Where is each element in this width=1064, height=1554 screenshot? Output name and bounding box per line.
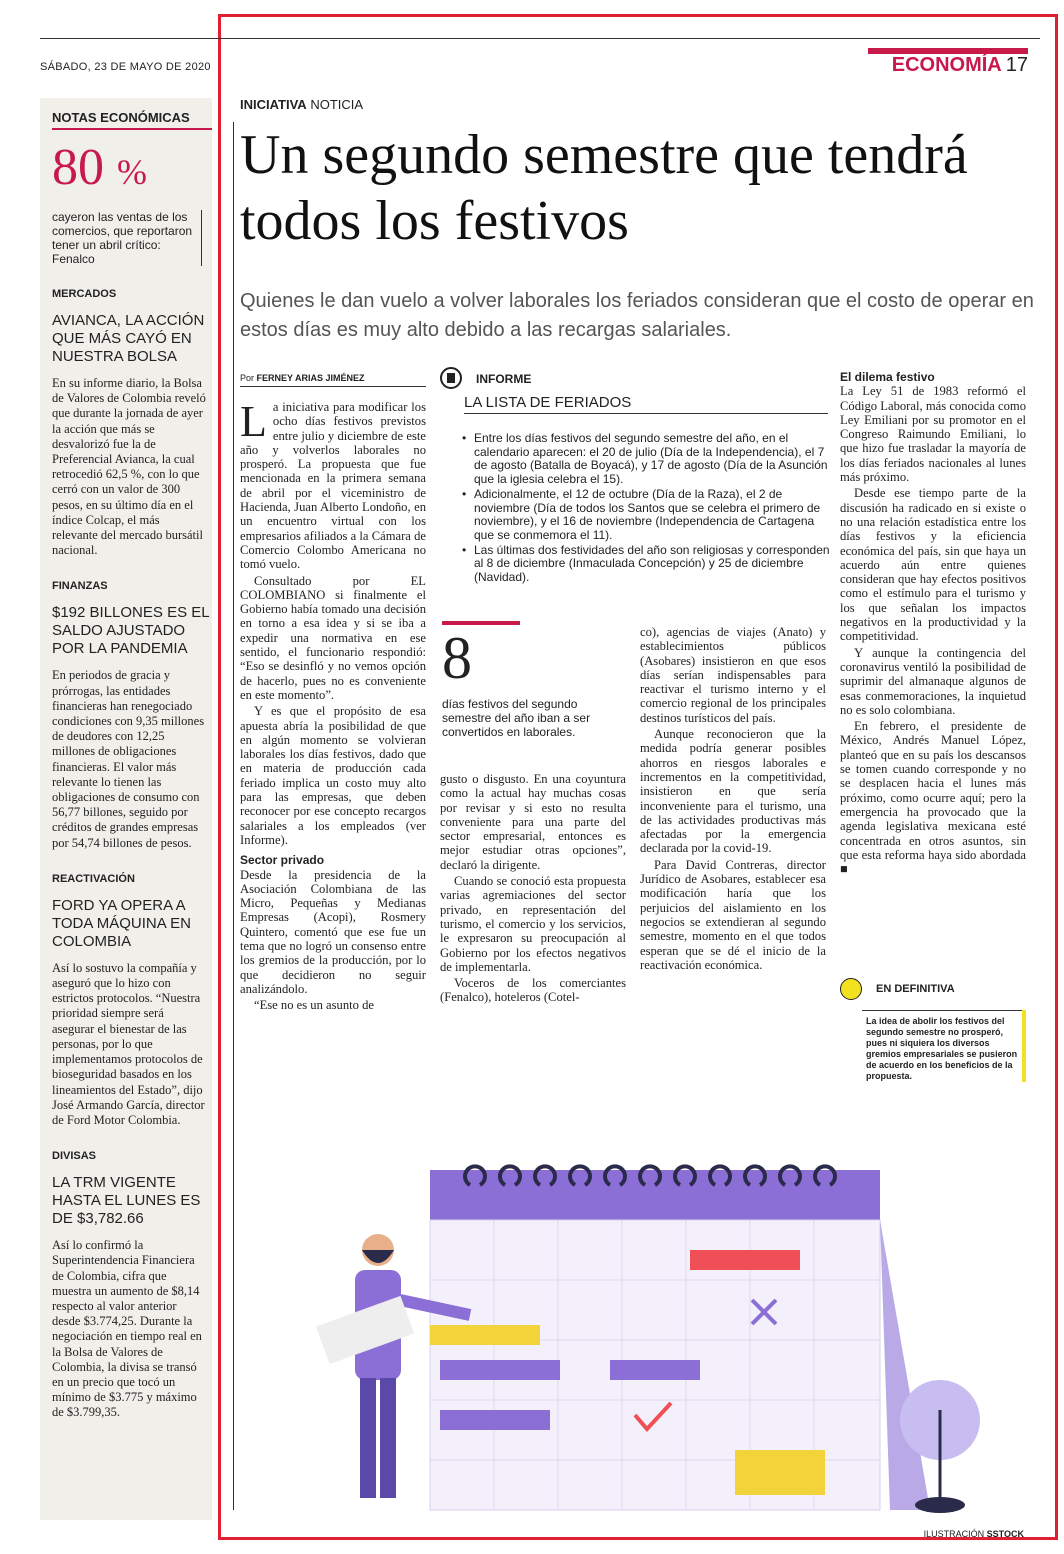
kicker-bold: INICIATIVA [240, 97, 307, 112]
paragraph: gusto o disgusto. En una coyuntura como la actual hay muchas cosas por revisar y si esto no resulta conveniente para una parte del sector empresarial, entonces es mejor estudiar otras opciones”, declaró la dirigente. [440, 772, 626, 872]
document-icon [440, 367, 462, 389]
note-title: AVIANCA, LA ACCIÓN QUE MÁS CAYÓ EN NUESTRA BOLSA [52, 312, 205, 365]
stat-value [52, 138, 212, 202]
page-number: 17 [1005, 54, 1028, 76]
informe-list [462, 432, 830, 586]
note-category: REACTIVACIÓN [52, 872, 135, 885]
highlight-caption: días festivos del segundo semestre del año iban a ser convertidos en laborales. [442, 697, 591, 739]
event-bar [440, 1410, 550, 1430]
kicker [240, 97, 363, 112]
drop-cap: L [240, 397, 267, 446]
stat-note: cayeron las ventas de los comercios, que reportaron tener un abril crítico: Fenalco [52, 210, 202, 266]
kicker-label: NOTICIA [310, 97, 364, 112]
byline-prefix: Por [240, 373, 255, 383]
paragraph: Desde la presidencia de la Asociación Colombiana de las Micro, Pequeñas y Medianas Empresas (Acopi), Rosmery Quintero, comentó que ese fue un tema que no logró un consenso entre los gremios de la producción, por lo que decidieron no seguir analizándolo. [240, 867, 426, 996]
note-title: $192 BILLONES ES EL SALDO AJUSTADO POR LA PANDEMIA [52, 604, 210, 658]
paragraph: co), agencias de viajes (Anato) y establecimientos públicos (Asobares) insistieron en que esos días serían indispensables para reactivar el turismo interno y el comercio regional de los principales destinos turísticos del país. [640, 625, 826, 725]
sidebar-notas [40, 98, 212, 1520]
headline: Un segundo semestre que tendrá todos los festivos [240, 124, 968, 252]
event-bar [430, 1325, 540, 1345]
definitiva-text: La idea de abolir los festivos del segundo semestre no prosperó, pues ni siquiera los diversos gremios empresariales se pusieron de acuerdo en los beneficios de la propuesta. [862, 1010, 1026, 1082]
image-credit [924, 1529, 1024, 1539]
highlight-number: 8 [442, 625, 472, 691]
person-leg [360, 1378, 376, 1498]
basket [735, 1450, 825, 1495]
paragraph: Y aunque la contingencia del coronavirus ventiló la posibilidad de suprimir del almanaque algunos de esas conmemoraciones, la inquietud no es solo colombiana. [840, 645, 1026, 717]
informe-title: LA LISTA DE FERIADOS [464, 394, 828, 414]
event-bar [440, 1360, 560, 1380]
note-category: MERCADOS [52, 288, 117, 300]
article-column-1 [240, 397, 426, 1014]
paragraph: “Ese no es un asunto de [254, 998, 374, 1013]
paragraph: Voceros de los comerciantes (Fenalco), hoteleros (Cotel- [440, 976, 626, 1005]
note-category: DIVISAS [52, 1150, 97, 1163]
person-leg [380, 1378, 396, 1498]
paragraph: Y es que el propósito de esa apuesta abría la posibilidad de que en algún momento se volvieran laborales los días festivos, dado que en materia de producción cada feriado implica un costo muy alto para las empresas, que deben reconocer por ese concepto recargos salariales a los empleados (ver Informe). [240, 704, 426, 847]
event-bar [690, 1250, 800, 1270]
issue-date: SÁBADO, 23 DE MAYO DE 2020 [40, 61, 211, 73]
note-title: FORD YA OPERA A TODA MÁQUINA EN COLOMBIA [52, 896, 191, 950]
note-body: En periodos de gracia y prórrogas, las entidades financieras han renegociado condiciones con 9,35 millones de deudores con 12,25 millones de obligaciones financieras. El valor más relevante lo tienen las obligaciones de consumo con 56,77 billones, seguido por créditos de grandes empresas por 54,74 billones de pesos. [52, 668, 205, 850]
stat-number: 80 [52, 139, 104, 196]
definitiva-icon [840, 978, 862, 1000]
definitiva-label: EN DEFINITIVA [876, 983, 955, 995]
informe-label: INFORME [476, 372, 532, 386]
calendar-illustration [240, 1110, 1030, 1525]
paragraph: En febrero, el presidente de México, Andrés Manuel López, planteó que en su país los descansos se tomen cuando corresponde y no se desplacen hacia el lunes más próximo, como ocurre aquí; pero la emergencia ha provocado que la agenda legislativa mexicana esté concentrada en otros asuntos, sin que esta reforma haya sido abordada ■ [840, 719, 1026, 877]
stat-unit: % [117, 152, 147, 192]
plant-pot [915, 1497, 965, 1513]
note-body: Así lo sostuvo la compañía y aseguró que lo hizo con estrictos protocolos. “Nuestra prioridad siempre será asegurar el bienestar de las personas, por lo que implementamos protocolos de bioseguridad basados en los lineamientos del Estado”, dijo José Armando García, director de Ford Motor Colombia. [52, 960, 205, 1127]
paragraph: Para David Contreras, director Jurídico de Asobares, establecer esa modificación haría que los perjuicios del aislamiento en los negocios se extendieran al segundo semestre, momento en el que todos esperan que se dé el inicio de la reactivación económica. [640, 857, 826, 972]
paragraph: La Ley 51 de 1983 reformó el Código Laboral, más conocida como Ley Emiliani por su promotor en el Congreso Raimundo Emiliani, lo que hizo fue trasladar la mayoría de los días feriados nacionales al lunes más próximo. [840, 384, 1026, 485]
calendar-header [430, 1170, 880, 1220]
section-header [868, 48, 1028, 77]
byline-author: FERNEY ARIAS JIMÉNEZ [256, 373, 365, 383]
paragraph: Desde ese tiempo parte de la discusión ha radicado en si existe o no una relación estadística entre los días festivos y la eficiencia económica del país, sin que haya un acuerdo aún entre quienes consideran que hay efectos positivos como el estímulo para el turismo y los que señalan los impactos negativos en la productividad y la competitividad. [840, 486, 1026, 644]
article-column-2 [440, 772, 626, 1007]
note-body: Así lo confirmó la Superintendencia Financiera de Colombia, cifra que muestra un aumento de $8,14 respecto al valor anterior desde $3.774,25. Durante la negociación en tiempo real en la Bolsa de Valores de Colombia, la divisa se transó en un precio que tocó un mínimo de $3.775 y máximo de $3.799,35. [52, 1238, 202, 1420]
event-bar [610, 1360, 700, 1380]
note-category: FINANZAS [52, 580, 108, 593]
credit-source: SSTOCK [986, 1529, 1024, 1539]
top-rule [40, 38, 1040, 39]
column-rule [233, 122, 234, 1510]
byline [240, 373, 426, 387]
article-column-3 [640, 625, 826, 974]
list-item: • Adicionalmente, el 12 de octubre (Día de la Raza), el 2 de noviembre (Día de todos los Santos que se celebra el primero de noviembre), y el 16 de noviembre (Independencia de Cartagena que se conmemora el 11). [462, 488, 830, 543]
paragraph [240, 397, 426, 572]
subhead: Sector privado [240, 853, 325, 868]
paragraph: Aunque reconocieron que la medida podría generar posibles ahorros en riesgos laborales e incrementos en la competitividad, insistieron en que sería inconveniente para el turismo, una de las actividades productivas más afectadas por la emergencia declarada por la covid-19. [640, 727, 826, 856]
article-column-4 [840, 370, 1026, 878]
paragraph: Consultado por EL COLOMBIANO si finalmente el Gobierno había tomado una decisión en torno a esa idea y si se iba a expedir una normativa en ese sentido, el funcionario respondió: “Eso se desinfló y no vemos opción de hacerlo, pues no es conveniente en este momento”. [240, 573, 426, 702]
list-item: • Entre los días festivos del segundo semestre del año, en el calendario aparecen: el 20 de julio (Día de la Independencia), el 7 de agosto (Batalla de Boyacá), y 17 de agosto (Día de la Asunción que la iglesia celebra el 15). [462, 432, 830, 487]
sidebar-header: NOTAS ECONÓMICAS [52, 110, 212, 130]
deck: Quienes le dan vuelo a volver laborales los feriados consideran que el costo de operar en estos días es muy alto debido a las recargas salariales. [240, 290, 1034, 341]
note-body: En su informe diario, la Bolsa de Valores de Colombia reveló que durante la jornada de ayer la acción que más se desvalorizó fue la de Preferencial Avianca, la cual retrocedió 62,5 %, con lo que cerró con un valor de 300 pesos, en su último día en el índice Colcap, el más relevante del mercado bursátil nacional. [52, 376, 206, 558]
section-name: ECONOMÍA [891, 54, 1002, 76]
credit-prefix: ILUSTRACIÓN [923, 1529, 985, 1539]
note-title: LA TRM VIGENTE HASTA EL LUNES ES DE $3,782.66 [52, 1174, 201, 1228]
list-item: • Las últimas dos festividades del año son religiosas y corresponden al 8 de diciembre (Inmaculada Concepción) y 25 de diciembre (Navidad). [462, 544, 830, 585]
subhead: El dilema festivo [840, 370, 935, 384]
paragraph: Cuando se conoció esta propuesta varias agremiaciones del sector privado, en representación del turismo, el comercio y los servicios, le expresaron su preocupación al Gobierno por los efectos negativos de implementarla. [440, 874, 626, 974]
paragraph-text: a iniciativa para modificar los ocho días festivos previstos entre julio y diciembre de este año y volverlos laborales no prosperó. La propuesta que fue mencionada en la primera semana de abril por el viceministro de Hacienda, Juan Alberto Londoño, en un encuentro virtual con los empresarios afiliados a la Cámara de Comercio Colombo Americana no tomó vuelo. [240, 400, 426, 572]
calendar-page [880, 1220, 930, 1510]
